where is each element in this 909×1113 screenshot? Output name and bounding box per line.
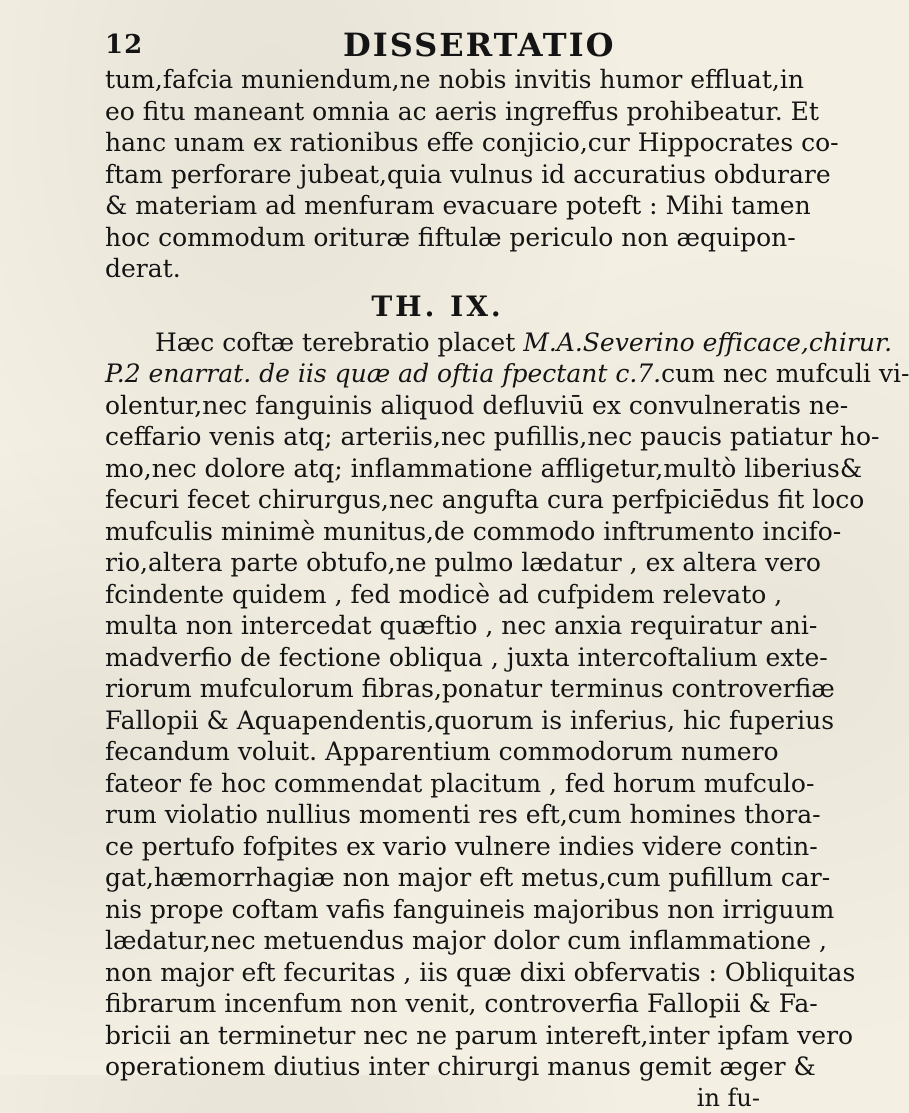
text-line: & materiam ad menfuram evacuare poteft : Mihi tamen bbox=[105, 191, 811, 220]
page-header bbox=[105, 22, 745, 62]
body-text bbox=[105, 64, 909, 1113]
text-line: mo,nec dolore atq; inflammatione affligetur,multò liberius& bbox=[105, 453, 863, 483]
text-line: gat,hæmorrhagiæ non major eft metus,cum pufillum car- bbox=[105, 863, 831, 892]
page-number: 12 bbox=[105, 30, 144, 60]
text-line: Fallopii & Aquapendentis,quorum is inferius, hic fuperius bbox=[105, 705, 835, 735]
text-line: non major eft fecuritas , iis quæ dixi obfervatis : Obliquitas bbox=[105, 957, 856, 987]
text-segment-italic: M.A.Severino efficace,chirur. bbox=[523, 327, 893, 357]
text-line: multa non intercedat quæftio , nec anxia requiratur ani- bbox=[105, 611, 818, 640]
text-segment: Hæc coftæ terebratio placet bbox=[155, 327, 516, 357]
text-line: hoc commodum orituræ fiftulæ periculo non æquipon- bbox=[105, 222, 796, 252]
text-segment-italic: P.2 enarrat. de iis quæ ad oftia fpectant c.7. bbox=[105, 359, 662, 388]
text-line: fecandum voluit. Apparentium commodorum numero bbox=[105, 737, 779, 766]
text-line: rio,altera parte obtufo,ne pulmo lædatur , ex altera vero bbox=[105, 548, 821, 577]
text-line: derat. bbox=[105, 254, 181, 283]
text-line: eo fitu maneant omnia ac aeris ingreffus prohibeatur. Et bbox=[105, 96, 819, 126]
text-line: hanc unam ex rationibus effe conjicio,cur Hippocrates co- bbox=[105, 128, 839, 157]
text-line: riorum mufculorum fibras,ponatur terminus controverfiæ bbox=[105, 674, 835, 703]
text-line: lædatur,nec metuendus major dolor cum inflammatione , bbox=[105, 926, 827, 955]
text-line: mufculis minimè munitus,de commodo inftrumento incifo- bbox=[105, 516, 842, 546]
section-heading: TH. IX. bbox=[371, 289, 504, 323]
text-line: fcindente quidem , fed modicè ad cufpidem relevato , bbox=[105, 579, 783, 609]
text-line: ftam perforare jubeat,quia vulnus id accuratius obdurare bbox=[105, 159, 831, 189]
text-line: nis prope coftam vafis fanguineis majoribus non irriguum bbox=[105, 894, 835, 924]
paragraph-2 bbox=[105, 327, 909, 1083]
text-line: bricii an terminetur nec ne parum intereft,inter ipfam vero bbox=[105, 1020, 854, 1050]
text-line: tum,fafcia muniendum,ne nobis invitis humor effluat,in bbox=[105, 65, 804, 94]
text-line: operationem diutius inter chirurgi manus gemit æger & bbox=[105, 1052, 816, 1081]
text-line bbox=[105, 358, 909, 390]
text-segment: cum nec mufculi vi- bbox=[661, 359, 909, 388]
catchword: in fu- bbox=[696, 1083, 760, 1112]
text-line: madverfio de fectione obliqua , juxta intercoftalium exte- bbox=[105, 642, 828, 672]
text-line: olentur,nec fanguinis aliquod defluviū ex convulneratis ne- bbox=[105, 390, 849, 420]
text-line: fateor fe hoc commendat placitum , fed horum mufculo- bbox=[105, 768, 815, 798]
text-line bbox=[105, 327, 893, 359]
text-line: ceffario venis atq; arteriis,nec pufillis,nec paucis patiatur ho- bbox=[105, 422, 880, 451]
running-head: DISSERTATIO bbox=[343, 26, 616, 64]
text-line: fecuri fecet chirurgus,nec angufta cura perfpiciēdus fit loco bbox=[105, 485, 865, 514]
text-line: fibrarum incenfum non venit, controverfia Fallopii & Fa- bbox=[105, 989, 818, 1018]
text-line: rum violatio nullius momenti res eft,cum homines thora- bbox=[105, 800, 821, 829]
text-line: ce pertufo fofpites ex vario vulnere indies videre contin- bbox=[105, 831, 818, 861]
paragraph-1 bbox=[105, 64, 839, 285]
